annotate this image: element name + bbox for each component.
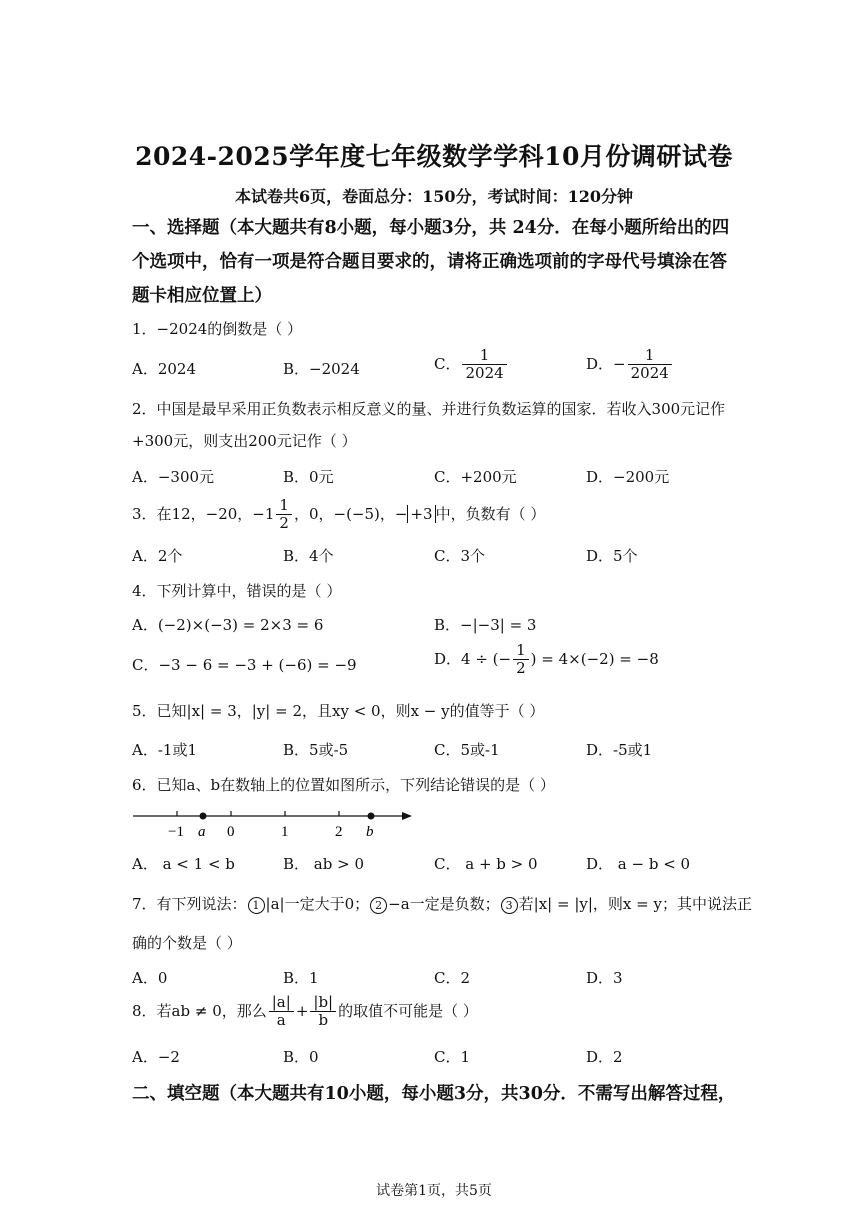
q7-stem-line2: 确的个数是（ ） <box>132 934 242 952</box>
q8-option-d: D．2 <box>586 1048 623 1066</box>
q2-stem-line1: 2．中国是最早采用正负数表示相反意义的量、并进行负数运算的国家．若收入300元记作 <box>132 400 726 418</box>
q7-option-a: A．0 <box>132 969 168 987</box>
label-zero: 0 <box>227 824 235 840</box>
fraction-numerator: 1 <box>628 347 672 365</box>
q3-stem-suffix: 中，负数有（ ） <box>435 504 546 523</box>
section1-line3: 题卡相应位置上） <box>132 286 272 306</box>
section1-line2: 个选项中，恰有一项是符合题目要求的，请将正确选项前的字母代号填涂在答 <box>132 252 727 272</box>
q6-option-c: C． a + b > 0 <box>434 855 538 873</box>
fraction-numerator: 1 <box>462 347 506 365</box>
q2-option-c: C．+200元 <box>434 468 517 486</box>
fraction-numerator: |b| <box>310 994 336 1012</box>
label-minus-one: −1 <box>168 824 184 840</box>
fraction-denominator: a <box>276 1011 286 1030</box>
q1-option-c <box>434 347 509 383</box>
q4-option-c: C．−3 − 6 = −3 + (−6) = −9 <box>132 656 357 674</box>
q8-fraction-a <box>269 994 294 1030</box>
circled-number-2: 2 <box>370 897 387 914</box>
plus-sign: + <box>295 1001 309 1020</box>
q7-option-d: D．3 <box>586 969 623 987</box>
point-b <box>368 813 375 820</box>
q5-option-c: C．5或-1 <box>434 741 500 759</box>
q4-option-d-prefix: D．4 ÷ (− <box>434 649 512 668</box>
q3-option-c: C．3个 <box>434 547 486 565</box>
q1-option-d-fraction <box>628 347 672 383</box>
number-line-figure <box>128 800 428 842</box>
q4-option-d <box>434 642 659 678</box>
q4-option-a: A．(−2)×(−3) = 2×3 = 6 <box>132 616 324 634</box>
q3-stem-prefix: 3．在12，−20，−1 <box>132 504 275 523</box>
q2-option-d: D．−200元 <box>586 468 670 486</box>
q1-option-c-label: C． <box>434 354 461 373</box>
q1-stem: 1．−2024的倒数是（ ） <box>132 320 303 338</box>
q4-option-d-suffix: ) = 4×(−2) = −8 <box>530 649 659 668</box>
q2-option-b: B．0元 <box>283 468 334 486</box>
q6-option-d: D． a − b < 0 <box>586 855 691 873</box>
q6-stem: 6．已知a、b在数轴上的位置如图所示，下列结论错误的是（ ） <box>132 776 555 794</box>
q7-statement-3: 若|x| = |y|，则x = y；其中说法正 <box>518 895 752 913</box>
q8-option-a: A．−2 <box>132 1048 180 1066</box>
q8-option-c: C．1 <box>434 1048 471 1066</box>
q7-stem-line1 <box>132 893 752 914</box>
q3-option-d: D．5个 <box>586 547 638 565</box>
section1-line1: 一、选择题（本大题共有8小题，每小题3分，共 24分．在每小题所给出的四 <box>132 218 730 238</box>
fraction-denominator: 2 <box>279 514 289 533</box>
q7-statement-2: −a一定是负数； <box>388 895 500 913</box>
q8-option-b: B．0 <box>283 1048 319 1066</box>
q7-statement-1: |a|一定大于0； <box>265 895 370 913</box>
fraction-numerator: 1 <box>276 497 292 515</box>
q5-option-a: A．-1或1 <box>132 741 197 759</box>
exam-subtitle: 本试卷共6页，卷面总分：150分，考试时间：120分钟 <box>235 187 633 206</box>
q5-option-d: D．-5或1 <box>586 741 653 759</box>
q7-option-b: B．1 <box>283 969 319 987</box>
fraction-numerator: 1 <box>513 642 529 660</box>
q1-option-a: A．2024 <box>132 360 197 378</box>
circled-number-3: 3 <box>501 897 518 914</box>
q3-stem-middle: ，0，−(−5)，− <box>293 504 408 523</box>
fraction-numerator: |a| <box>269 994 294 1012</box>
point-a <box>200 813 207 820</box>
q3-mixed-fraction <box>276 497 292 533</box>
q4-option-d-fraction <box>513 642 529 678</box>
label-b: b <box>366 824 374 840</box>
q8-fraction-b <box>310 994 336 1030</box>
q1-option-d <box>586 347 674 383</box>
q4-option-b: B．−|−3| = 3 <box>434 616 537 634</box>
q3-option-b: B．4个 <box>283 547 334 565</box>
label-one: 1 <box>281 824 289 840</box>
page-footer: 试卷第1页，共5页 <box>376 1183 492 1199</box>
q6-option-b: B． ab > 0 <box>283 855 364 873</box>
q7-stem-intro: 7．有下列说法： <box>132 895 247 913</box>
q6-option-a: A． a < 1 < b <box>132 855 235 873</box>
q7-option-c: C．2 <box>434 969 471 987</box>
q8-stem <box>132 994 478 1030</box>
q8-stem-prefix: 8．若ab ≠ 0，那么 <box>132 1001 267 1020</box>
q5-stem: 5．已知|x| = 3，|y| = 2，且xy < 0，则x − y的值等于（ ） <box>132 702 545 720</box>
q5-option-b: B．5或-5 <box>283 741 349 759</box>
number-line-arrow <box>402 812 412 820</box>
q8-stem-suffix: 的取值不可能是（ ） <box>338 1001 478 1020</box>
label-a: a <box>198 824 206 840</box>
q3-option-a: A．2个 <box>132 547 183 565</box>
q2-stem-line2: +300元，则支出200元记作（ ） <box>132 432 357 450</box>
section2-heading: 二、填空题（本大题共有10小题，每小题3分，共30分．不需写出解答过程， <box>132 1084 736 1104</box>
fraction-denominator: 2024 <box>630 364 669 383</box>
fraction-denominator: 2 <box>516 659 526 678</box>
fraction-denominator: 2024 <box>465 364 504 383</box>
q1-option-b: B．−2024 <box>283 360 360 378</box>
q2-option-a: A．−300元 <box>132 468 215 486</box>
q3-absolute-value: +3 <box>407 505 435 523</box>
q1-option-d-label: D．− <box>586 354 626 373</box>
circled-number-1: 1 <box>248 897 265 914</box>
q3-stem <box>132 497 545 533</box>
exam-title: 2024-2025学年度七年级数学学科10月份调研试卷 <box>135 142 733 171</box>
fraction-denominator: b <box>318 1011 329 1030</box>
q1-option-c-fraction <box>462 347 506 383</box>
q4-stem: 4．下列计算中，错误的是（ ） <box>132 582 342 600</box>
label-two: 2 <box>335 824 343 840</box>
